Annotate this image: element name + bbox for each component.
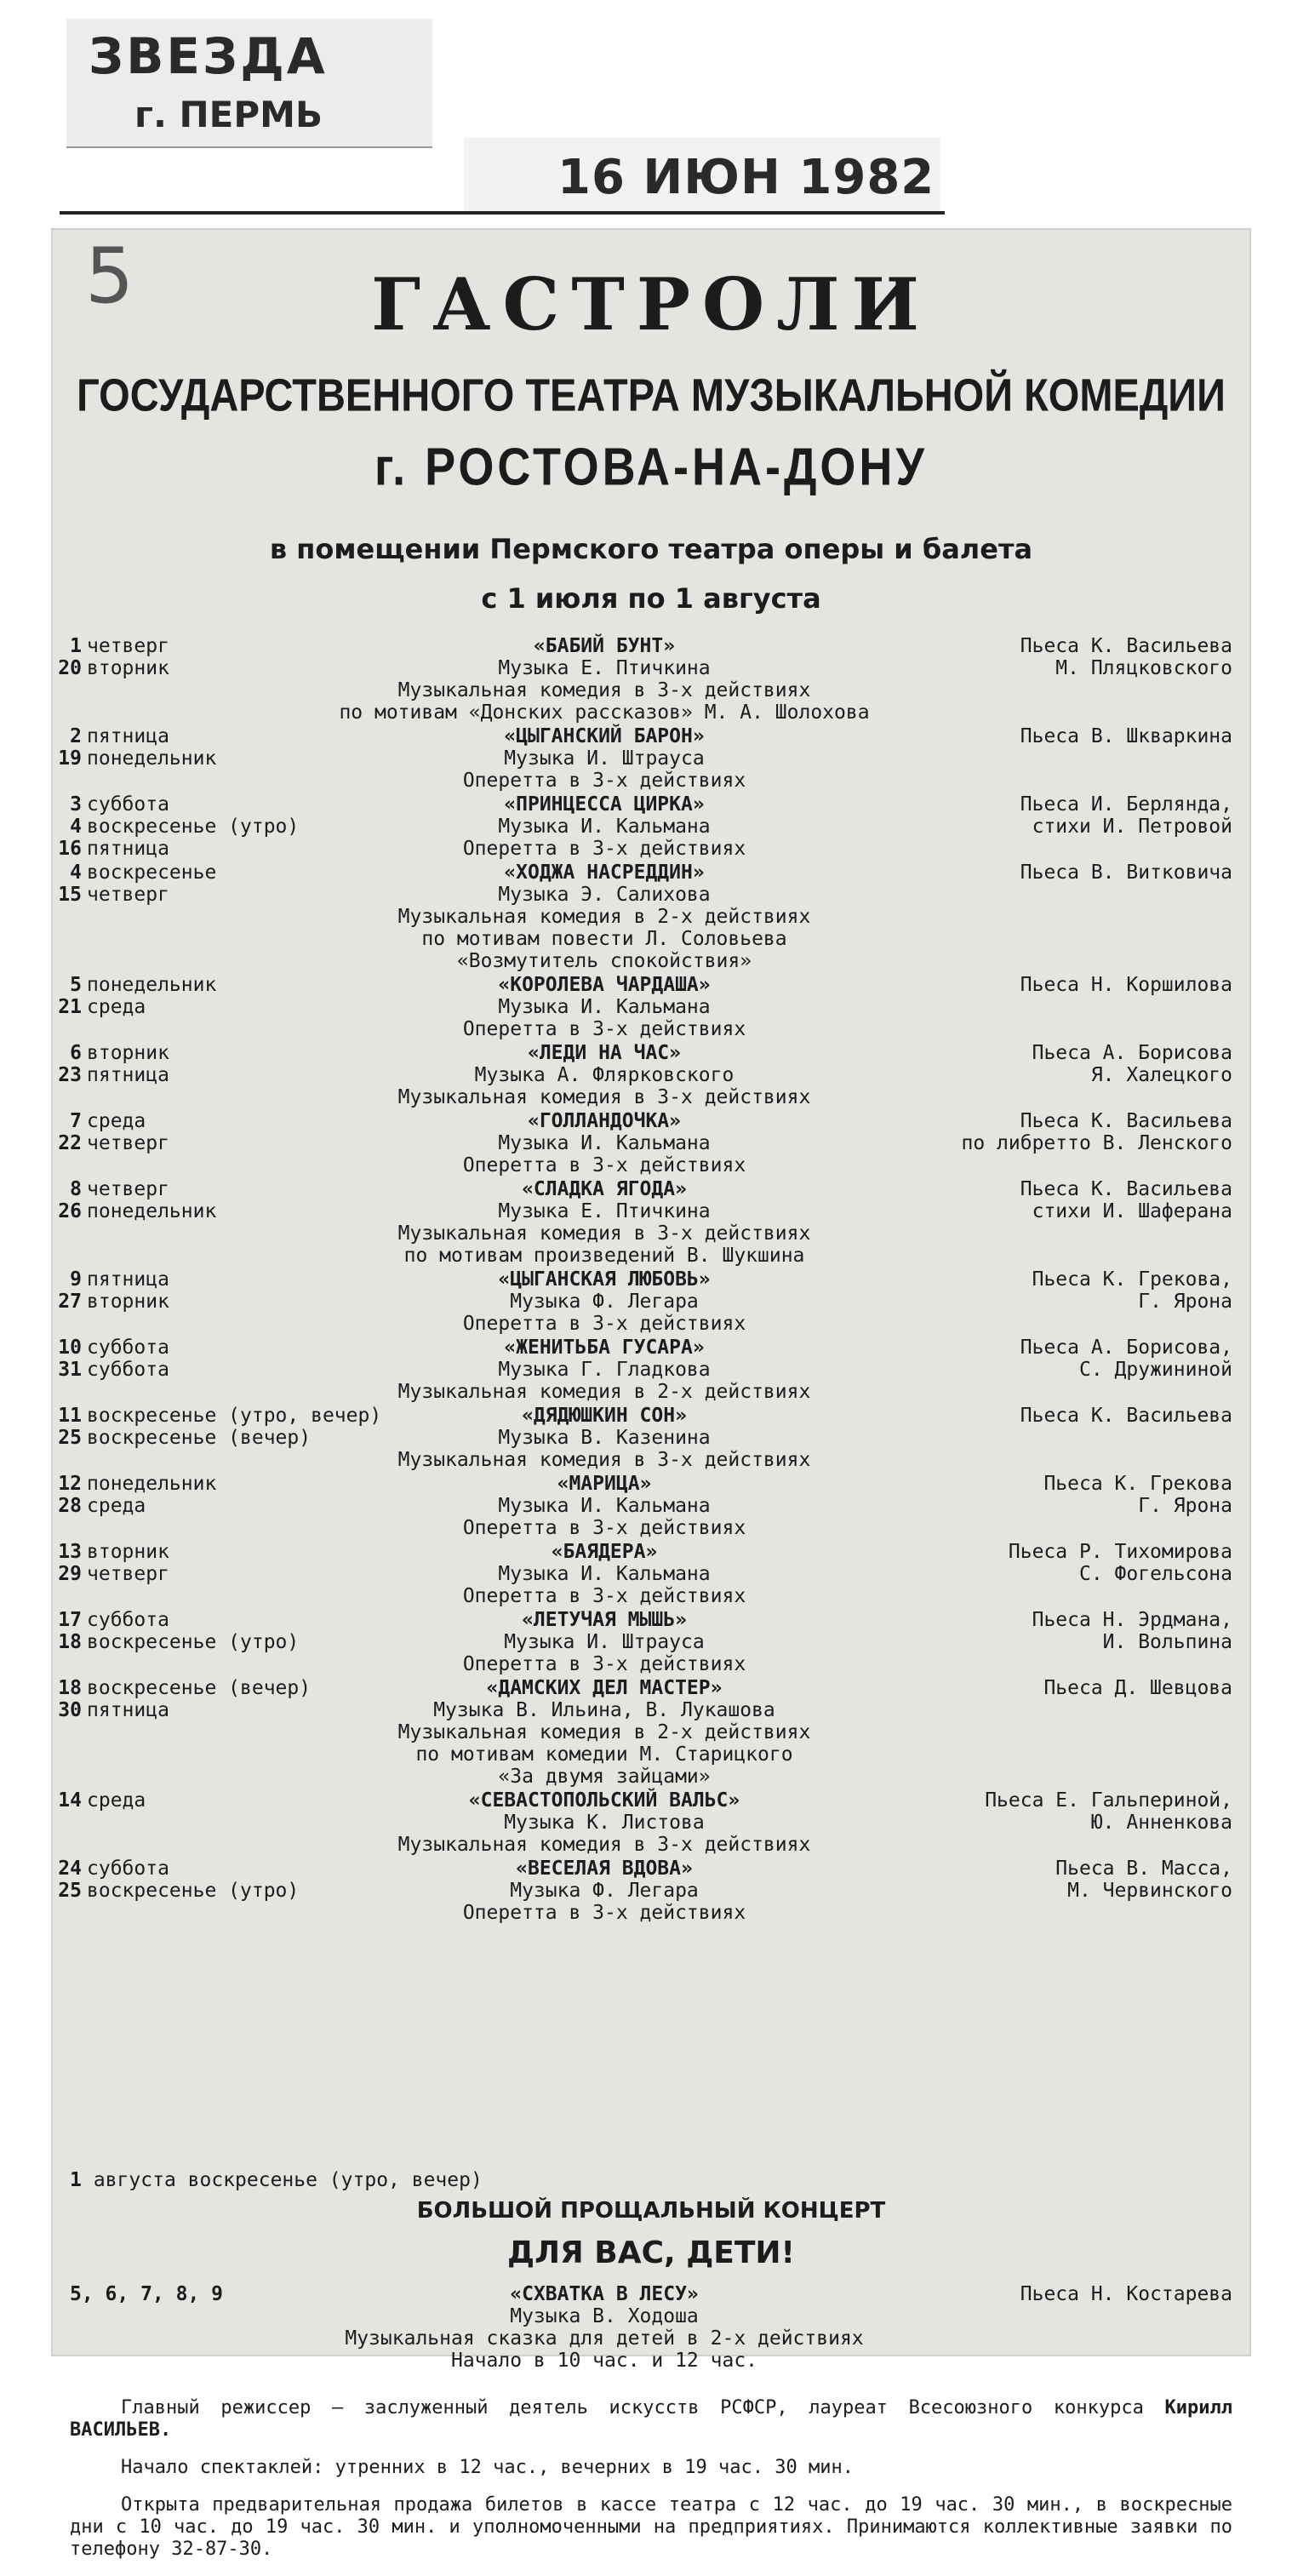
date-line [51, 1699, 409, 1721]
author-line: М. Червинского [1067, 1880, 1232, 1902]
author-line: Пьеса Д. Шевцова [1043, 1677, 1232, 1699]
kids-play-detail: Музыкальная сказка для детей в 2-х действиях [345, 2327, 864, 2350]
entry-dates [51, 1268, 409, 1313]
author-line: стихи И. Петровой [1032, 816, 1232, 838]
author-line: Пьеса Н. Коршилова [1020, 974, 1232, 996]
play-detail: Музыка И. Кальмана [498, 1132, 711, 1154]
date-number: 9 [70, 1268, 82, 1291]
play-author [875, 1337, 1232, 1381]
date-line [51, 1677, 409, 1699]
play-author [875, 635, 1232, 679]
weekday: понедельник [87, 1473, 217, 1495]
entry-dates [51, 635, 409, 679]
play-detail: Музыкальная комедия в 3-х действиях [397, 679, 811, 701]
weekday: пятница [87, 1268, 169, 1291]
play-detail: Музыка К. Листова [504, 1812, 705, 1834]
weekday: вторник [87, 657, 169, 679]
play-detail: Музыка Ф. Легара [510, 1880, 699, 1902]
date-number: 2 [70, 725, 82, 747]
author-line: Пьеса А. Борисова [1032, 1042, 1232, 1064]
schedule-entry [51, 1473, 1251, 1539]
period: с 1 июля по 1 августа [481, 582, 821, 615]
play-detail: Музыка И. Кальмана [498, 1563, 711, 1585]
date-line [51, 1291, 409, 1313]
author-line: Пьеса В. Масса, [1055, 1858, 1232, 1880]
date-number: 14 [58, 1789, 82, 1812]
date-number: 22 [58, 1132, 82, 1154]
author-line: Пьеса И. Берлянда, [1020, 793, 1232, 816]
play-detail: Оперетта в 3-х действиях [462, 1517, 746, 1539]
play-title: «ДАМСКИХ ДЕЛ МАСТЕР» [486, 1677, 723, 1699]
play-title: «ЛЕДИ НА ЧАС» [527, 1042, 681, 1064]
play-detail: Музыка А. Флярковского [474, 1064, 735, 1086]
date-number: 18 [58, 1631, 82, 1653]
play-detail: Музыка Е. Птичкина [498, 1200, 711, 1222]
author-line: Пьеса К. Васильева [1020, 1405, 1232, 1427]
play-detail: Оперетта в 3-х действиях [462, 1313, 746, 1335]
date-line [51, 1858, 409, 1880]
play-detail: Оперетта в 3-х действиях [462, 1154, 746, 1176]
play-title: «ДЯДЮШКИН СОН» [522, 1405, 687, 1427]
weekday: среда [87, 1495, 146, 1517]
date-line [51, 1359, 409, 1381]
play-detail: Музыка И. Штрауса [504, 747, 705, 770]
play-detail: Музыка Э. Салихова [498, 884, 711, 906]
entry-dates [51, 793, 409, 860]
newspaper-city: г. ПЕРМЬ [134, 94, 323, 135]
weekday: понедельник [87, 747, 217, 770]
author-line: по либретто В. Ленского [961, 1132, 1232, 1154]
entry-dates [51, 1609, 409, 1653]
play-author [875, 1858, 1232, 1902]
schedule-entry [51, 1337, 1251, 1403]
entry-dates [51, 1473, 409, 1517]
play-title: «ЦЫГАНСКАЯ ЛЮБОВЬ» [498, 1268, 711, 1291]
schedule-entry [51, 1858, 1251, 1924]
date-line [51, 996, 409, 1018]
date-line [51, 1880, 409, 1902]
weekday: понедельник [87, 1200, 217, 1222]
weekday: четверг [87, 1132, 169, 1154]
august-text: августа воскресенье (утро, вечер) [93, 2169, 483, 2191]
play-author [875, 1677, 1232, 1699]
schedule-entry [51, 1541, 1251, 1607]
date-stamp [464, 138, 940, 215]
entry-dates [51, 974, 409, 1018]
date-line [51, 747, 409, 770]
date-number: 4 [70, 862, 82, 884]
date-line [51, 862, 409, 884]
weekday: вторник [87, 1042, 169, 1064]
play-author [875, 1473, 1232, 1517]
date-number: 31 [58, 1359, 82, 1381]
weekday: воскресенье (утро) [87, 816, 300, 838]
kids-play-title: «СХВАТКА В ЛЕСУ» [510, 2283, 699, 2305]
play-detail: Музыка И. Кальмана [498, 816, 711, 838]
date-number: 18 [58, 1677, 82, 1699]
weekday: воскресенье (утро) [87, 1880, 300, 1902]
schedule-entry [51, 1268, 1251, 1335]
date-number: 11 [58, 1405, 82, 1427]
weekday: вторник [87, 1541, 169, 1563]
date-line [51, 1541, 409, 1563]
weekday: воскресенье (утро) [87, 1631, 300, 1653]
weekday: воскресенье (вечер) [87, 1427, 312, 1449]
date-number: 21 [58, 996, 82, 1018]
author-line: Пьеса В. Шкваркина [1020, 725, 1232, 747]
newspaper-clipping [51, 228, 1251, 2560]
entry-dates [51, 1405, 409, 1449]
entry-dates [51, 1337, 409, 1381]
play-title: «ЛЕТУЧАЯ МЫШЬ» [522, 1609, 687, 1631]
play-title: «БАЯДЕРА» [551, 1541, 658, 1563]
date-number: 23 [58, 1064, 82, 1086]
play-detail: Музыкальная комедия в 3-х действиях [397, 1449, 811, 1471]
play-detail: Музыкальная комедия в 3-х действиях [397, 1222, 811, 1245]
weekday: вторник [87, 1291, 169, 1313]
weekday: суббота [87, 1359, 169, 1381]
play-author [875, 725, 1232, 747]
closing-section [51, 2169, 1251, 2576]
author-line: Пьеса В. Витковича [1020, 862, 1232, 884]
play-title: «СЛАДКА ЯГОДА» [522, 1178, 687, 1200]
margin-mark: 5 [85, 232, 134, 321]
play-title: «КОРОЛЕВА ЧАРДАША» [498, 974, 711, 996]
date-number: 12 [58, 1473, 82, 1495]
date-stamp-text: 16 ИЮН 1982 [557, 150, 935, 205]
weekday: пятница [87, 838, 169, 860]
farewell-concert: БОЛЬШОЙ ПРОЩАЛЬНЫЙ КОНЦЕРТ [416, 2198, 886, 2224]
play-detail: Музыка И. Кальмана [498, 1495, 711, 1517]
play-detail: Оперетта в 3-х действиях [462, 1902, 746, 1924]
author-line: С. Фогельсона [1078, 1563, 1232, 1585]
date-line [51, 1609, 409, 1631]
weekday: воскресенье [87, 862, 217, 884]
play-title: «ЦЫГАНСКИЙ БАРОН» [504, 725, 705, 747]
venue: в помещении Пермского театра оперы и балета [269, 533, 1033, 565]
play-author [875, 1110, 1232, 1154]
play-detail: «За двумя зайцами» [498, 1766, 711, 1788]
date-line [51, 1042, 409, 1064]
play-author [875, 1178, 1232, 1222]
date-number: 20 [58, 657, 82, 679]
weekday: пятница [87, 1699, 169, 1721]
play-detail: Музыка И. Штрауса [504, 1631, 705, 1653]
entry-dates [51, 1042, 409, 1086]
date-line [51, 725, 409, 747]
play-detail: Музыка И. Кальмана [498, 996, 711, 1018]
play-detail: Музыкальная комедия в 3-х действиях [397, 1834, 811, 1856]
date-number: 16 [58, 838, 82, 860]
start-times: Начало спектаклей: утренних в 12 час., вечерних в 19 час. 30 мин. [121, 2457, 854, 2478]
play-author [875, 862, 1232, 884]
author-line: И. Вольпина [1102, 1631, 1232, 1653]
entry-dates [51, 862, 409, 906]
play-detail: Музыка В. Казенина [498, 1427, 711, 1449]
date-line [51, 1405, 409, 1427]
play-author [875, 974, 1232, 996]
date-number: 15 [58, 884, 82, 906]
weekday: суббота [87, 1337, 169, 1359]
play-detail: по мотивам произведений В. Шукшина [403, 1245, 805, 1267]
author-line: Пьеса К. Грекова [1043, 1473, 1232, 1495]
date-line [51, 816, 409, 838]
play-title: «СЕВАСТОПОЛЬСКИЙ ВАЛЬС» [468, 1789, 740, 1812]
schedule-entry [51, 1178, 1251, 1267]
author-line: Г. Ярона [1138, 1495, 1232, 1517]
kids-play-author [875, 2283, 1232, 2305]
weekday: суббота [87, 793, 169, 816]
weekday: среда [87, 1789, 146, 1812]
theater-name: ГОСУДАРСТВЕННОГО ТЕАТРА МУЗЫКАЛЬНОЙ КОМЕДИИ [77, 369, 1226, 421]
newspaper-name: ЗВЕЗДА [89, 27, 328, 85]
date-line [51, 1268, 409, 1291]
author-line: М. Пляцковского [1055, 657, 1232, 679]
date-number: 24 [58, 1858, 82, 1880]
date-line [51, 1132, 409, 1154]
divider [60, 211, 945, 215]
play-author [875, 1609, 1232, 1653]
date-number: 26 [58, 1200, 82, 1222]
play-detail: Музыка Е. Птичкина [498, 657, 711, 679]
date-line [51, 1064, 409, 1086]
date-number: 5 [70, 974, 82, 996]
play-detail: по мотивам комедии М. Старицкого [415, 1743, 793, 1766]
date-number: 28 [58, 1495, 82, 1517]
date-line [51, 1178, 409, 1200]
author-line: С. Дружининой [1078, 1359, 1232, 1381]
schedule-entry [51, 793, 1251, 860]
play-title: «ХОДЖА НАСРЕДДИН» [504, 862, 705, 884]
date-number: 17 [58, 1609, 82, 1631]
weekday: понедельник [87, 974, 217, 996]
author-line: Я. Халецкого [1090, 1064, 1232, 1086]
date-number: 25 [58, 1880, 82, 1902]
play-author [875, 1268, 1232, 1313]
date-line [51, 657, 409, 679]
schedule-entry [51, 1789, 1251, 1856]
entry-dates [51, 725, 409, 770]
entry-dates [51, 1789, 409, 1812]
date-line [51, 884, 409, 906]
author-line: Ю. Анненкова [1090, 1812, 1232, 1834]
play-detail: Оперетта в 3-х действиях [462, 838, 746, 860]
date-number: 25 [58, 1427, 82, 1449]
date-number: 8 [70, 1178, 82, 1200]
date-number: 27 [58, 1291, 82, 1313]
kids-play-detail: Начало в 10 час. и 12 час. [450, 2350, 758, 2372]
play-detail: по мотивам повести Л. Соловьева [421, 928, 787, 950]
ticket-sales: Открыта предварительная продажа билетов в кассе театра с 12 час. до 19 час. 30 мин., в воскресные дни с 10 час. до 19 час. 30 мин. и уполномоченными на предприятиях. Принимаются коллективные заявки по телефону 32-87-30. [70, 2494, 1232, 2560]
date-line [51, 1631, 409, 1653]
play-detail: Музыкальная комедия в 2-х действиях [397, 1381, 811, 1403]
date-line [51, 1337, 409, 1359]
date-line [51, 1427, 409, 1449]
date-line [51, 974, 409, 996]
schedule-list [51, 635, 1251, 1926]
director-name: Кирилл ВАСИЛЬЕВ. [70, 2397, 1232, 2441]
date-number: 4 [70, 816, 82, 838]
page-title: ГАСТРОЛИ [371, 262, 931, 346]
weekday: пятница [87, 1064, 169, 1086]
weekday: четверг [87, 884, 169, 906]
date-line [51, 1200, 409, 1222]
play-detail: Музыкальная комедия в 2-х действиях [397, 906, 811, 928]
play-detail: Оперетта в 3-х действиях [462, 1653, 746, 1675]
kids-heading: ДЛЯ ВАС, ДЕТИ! [507, 2235, 795, 2270]
author-line: Пьеса Н. Эрдмана, [1032, 1609, 1232, 1631]
weekday: суббота [87, 1858, 169, 1880]
author-line: Пьеса Р. Тихомирова [1008, 1541, 1232, 1563]
kids-author-line: Пьеса Н. Костарева [1020, 2283, 1232, 2305]
schedule-entry [51, 1405, 1251, 1471]
august-concert-date [70, 2169, 1251, 2191]
weekday: воскресенье (утро, вечер) [87, 1405, 382, 1427]
date-number: 10 [58, 1337, 82, 1359]
play-title: «ПРИНЦЕССА ЦИРКА» [504, 793, 705, 816]
play-detail: Оперетта в 3-х действиях [462, 770, 746, 792]
schedule-entry [51, 1609, 1251, 1675]
play-title: «МАРИЦА» [557, 1473, 652, 1495]
entry-dates [51, 1541, 409, 1585]
schedule-entry [51, 1042, 1251, 1108]
play-author [875, 793, 1232, 838]
schedule-entry [51, 862, 1251, 972]
play-detail: Музыкальная комедия в 2-х действиях [397, 1721, 811, 1743]
play-author [875, 1042, 1232, 1086]
director-note [70, 2397, 1232, 2441]
schedule-entry [51, 725, 1251, 792]
weekday: четверг [87, 1178, 169, 1200]
newspaper-stamp [66, 19, 432, 148]
director-text: Главный режиссер — заслуженный деятель искусств РСФСР, лауреат Всесоюзного конкурса [121, 2397, 1144, 2419]
entry-dates [51, 1178, 409, 1222]
date-number: 13 [58, 1541, 82, 1563]
weekday: среда [87, 996, 146, 1018]
play-author [875, 1541, 1232, 1585]
schedule-entry [51, 1677, 1251, 1788]
weekday: четверг [87, 1563, 169, 1585]
play-detail: Оперетта в 3-х действиях [462, 1585, 746, 1607]
play-title: «БАБИЙ БУНТ» [533, 635, 676, 657]
date-number: 29 [58, 1563, 82, 1585]
date-number: 6 [70, 1042, 82, 1064]
kids-performance [51, 2283, 1251, 2372]
date-number: 1 [70, 635, 82, 657]
date-number: 30 [58, 1699, 82, 1721]
date-line [51, 1789, 409, 1812]
play-author [875, 1789, 1232, 1834]
entry-dates [51, 1858, 409, 1902]
play-detail: по мотивам «Донских рассказов» М. А. Шолохова [339, 701, 870, 724]
date-line [51, 635, 409, 657]
author-line: Пьеса А. Борисова, [1020, 1337, 1232, 1359]
weekday: пятница [87, 725, 169, 747]
author-line: Пьеса К. Васильева [1020, 1110, 1232, 1132]
date-line [51, 1495, 409, 1517]
author-line: Пьеса К. Васильева [1020, 635, 1232, 657]
author-line: Пьеса К. Грекова, [1032, 1268, 1232, 1291]
play-author [875, 1405, 1232, 1427]
kids-dates [51, 2283, 409, 2305]
author-line: Пьеса Е. Гальпериной, [985, 1789, 1232, 1812]
date-number: 19 [58, 747, 82, 770]
weekday: четверг [87, 635, 169, 657]
august-day: 1 [70, 2169, 82, 2191]
author-line: стихи И. Шаферана [1032, 1200, 1232, 1222]
date-line [51, 838, 409, 860]
weekday: воскресенье (вечер) [87, 1677, 312, 1699]
weekday: среда [87, 1110, 146, 1132]
play-detail: Музыкальная комедия в 3-х действиях [397, 1086, 811, 1108]
kids-play-detail: Музыка В. Ходоша [510, 2305, 699, 2327]
schedule-entry [51, 1110, 1251, 1176]
play-title: «ВЕСЕЛАЯ ВДОВА» [516, 1858, 693, 1880]
date-line [51, 1110, 409, 1132]
date-number: 7 [70, 1110, 82, 1132]
entry-dates [51, 1677, 409, 1721]
author-line: Г. Ярона [1138, 1291, 1232, 1313]
weekday: суббота [87, 1609, 169, 1631]
author-line: Пьеса К. Васильева [1020, 1178, 1232, 1200]
entry-dates [51, 1110, 409, 1154]
footer-notes [51, 2397, 1251, 2561]
date-line [51, 1473, 409, 1495]
play-detail: Музыка В. Ильина, В. Лукашова [433, 1699, 775, 1721]
schedule-entry [51, 635, 1251, 724]
date-line [51, 793, 409, 816]
schedule-entry [51, 974, 1251, 1040]
play-title: «ЖЕНИТЬБА ГУСАРА» [504, 1337, 705, 1359]
kids-dates-text: 5, 6, 7, 8, 9 [70, 2283, 224, 2305]
date-line [51, 1563, 409, 1585]
theater-city: г. РОСТОВА-НА-ДОНУ [374, 438, 929, 497]
play-title: «ГОЛЛАНДОЧКА» [527, 1110, 681, 1132]
date-number: 3 [70, 793, 82, 816]
play-detail: Музыка Г. Гладкова [498, 1359, 711, 1381]
play-detail: Оперетта в 3-х действиях [462, 1018, 746, 1040]
play-detail: «Возмутитель спокойствия» [456, 950, 752, 972]
play-detail: Музыка Ф. Легара [510, 1291, 699, 1313]
